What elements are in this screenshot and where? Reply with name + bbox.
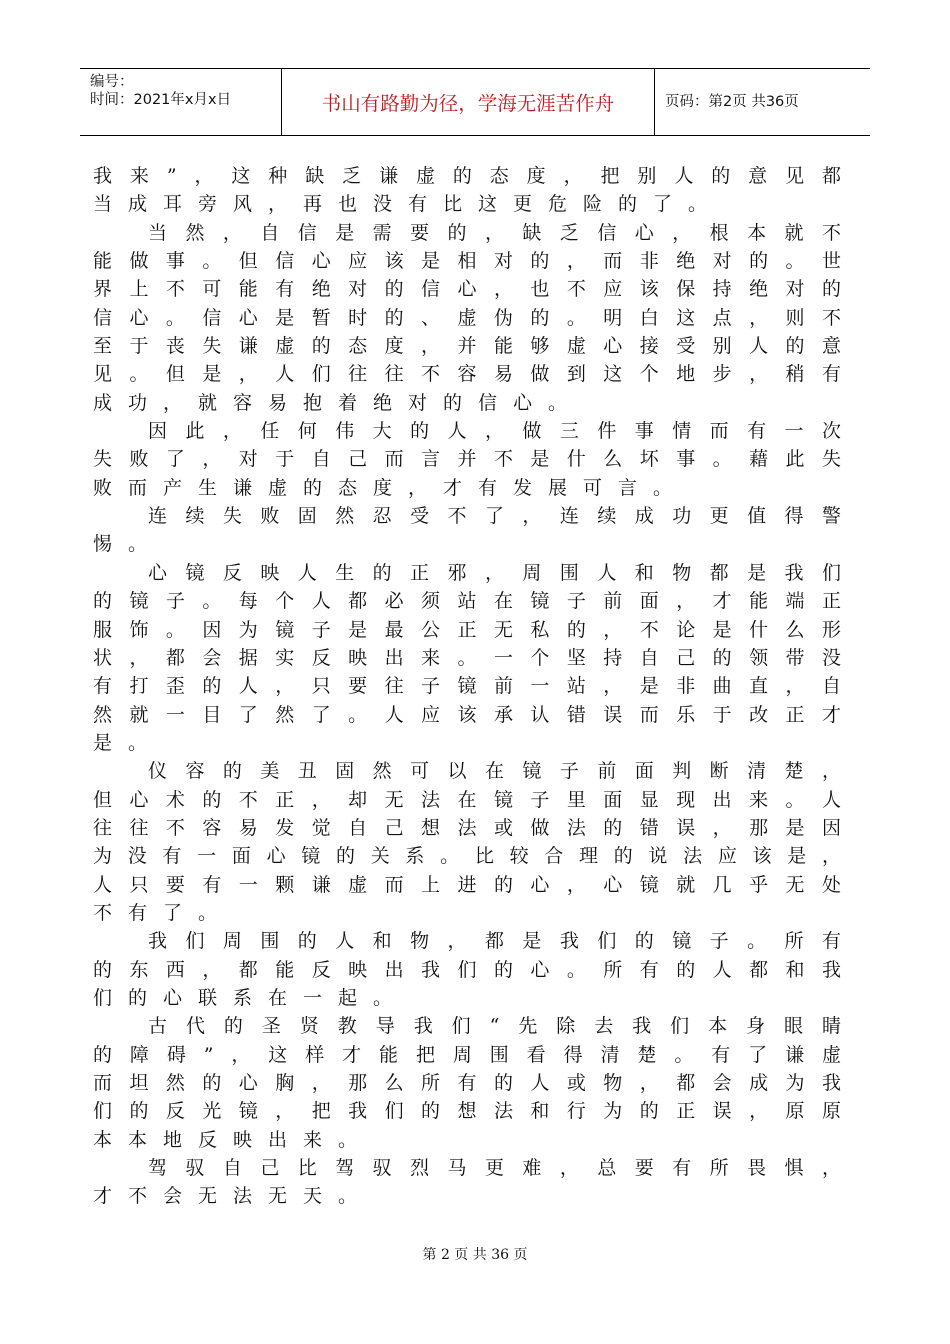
header-motto-cell	[282, 69, 655, 135]
text-line: 不有了。	[93, 901, 234, 924]
text-line: 为没有一面心镜的关系。比较合理的说法应该是，	[93, 845, 841, 868]
page-footer: 第 2 页 共 36 页	[422, 1247, 528, 1263]
header-page-info: 页码：第2页 共36页	[665, 94, 799, 110]
text-line: 失败了，对于自己而言并不是什么坏事。藉此失	[93, 448, 841, 471]
text-line: 的镜子。每个人都必须站在镜子前面，才能端正	[93, 590, 841, 613]
text-line: 本本地反映出来。	[93, 1128, 374, 1151]
date-line: 时间：2021年x月x日	[90, 92, 232, 108]
text-line: 往往不容易发觉自己想法或做法的错误，那是因	[93, 816, 841, 839]
text-line: 们的反光镜，把我们的想法和行为的正误，原原	[93, 1100, 841, 1123]
text-line: 因此，任何伟大的人，做三件事情而有一次	[148, 420, 841, 443]
document-body	[93, 162, 853, 1211]
text-line: 人只要有一颗谦虚而上进的心，心镜就几乎无处	[93, 873, 841, 896]
text-line: 然就一目了然了。人应该承认错误而乐于改正才	[93, 703, 841, 726]
text-line: 能做事。但信心应该是相对的，而非绝对的。世	[93, 250, 841, 273]
text-line: 驾驭自己比驾驭烈马更难，总要有所畏惧，	[148, 1157, 841, 1180]
text-line: 成功，就容易抱着绝对的信心。	[93, 391, 584, 414]
text-line: 惕。	[93, 533, 164, 556]
text-line: 服饰。因为镜子是最公正无私的，不论是什么形	[93, 618, 841, 641]
text-line: 的障碍”，这样才能把周围看得清楚。有了谦虚	[93, 1043, 841, 1066]
text-line: 的东西，都能反映出我们的心。所有的人都和我	[93, 958, 841, 981]
header-motto: 书山有路勤为径，学海无涯苦作舟	[321, 92, 615, 115]
header-page-cell	[655, 69, 870, 135]
text-line: 见。但是，人们往往不容易做到这个地步，稍有	[93, 363, 841, 386]
text-line: 至于丧失谦虚的态度，并能够虚心接受别人的意	[93, 335, 841, 358]
text-line: 当成耳旁风，再也没有比这更危险的了。	[93, 193, 724, 216]
text-line: 仪容的美丑固然可以在镜子前面判断清楚，	[148, 760, 841, 783]
text-line: 心镜反映人生的正邪，周围人和物都是我们	[148, 561, 841, 584]
text-line: 界上不可能有绝对的信心，也不应该保持绝对的	[93, 278, 841, 301]
text-line: 败而产生谦虚的态度，才有发展可言。	[93, 476, 689, 499]
text-line: 信心。信心是暂时的、虚伪的。明白这点，则不	[93, 306, 841, 329]
header-table	[80, 68, 870, 136]
text-line: 是。	[93, 731, 164, 754]
text-line: 我来”，这种缺乏谦虚的态度，把别人的意见都	[93, 165, 841, 187]
text-line: 有打歪的人，只要往子镜前一站，是非曲直，自	[93, 675, 841, 698]
text-line: 而坦然的心胸，那么所有的人或物，都会成为我	[93, 1072, 841, 1094]
header-meta-cell	[80, 69, 282, 135]
text-line: 古代的圣贤教导我们“先除去我们本身眼睛	[148, 1015, 841, 1038]
serial-number-label: 编号：	[90, 74, 134, 90]
text-line: 才不会无法无天。	[93, 1185, 374, 1208]
text-line: 连续失败固然忍受不了，连续成功更值得警	[148, 505, 841, 528]
text-line: 们的心联系在一起。	[93, 986, 409, 1009]
text-line: 但心术的不正，却无法在镜子里面显现出来。人	[93, 788, 841, 811]
text-line: 我们周围的人和物，都是我们的镜子。所有	[148, 930, 841, 953]
text-line: 当然，自信是需要的，缺乏信心，根本就不	[148, 221, 841, 244]
text-line: 状，都会据实反映出来。一个坚持自己的领带没	[93, 646, 841, 669]
